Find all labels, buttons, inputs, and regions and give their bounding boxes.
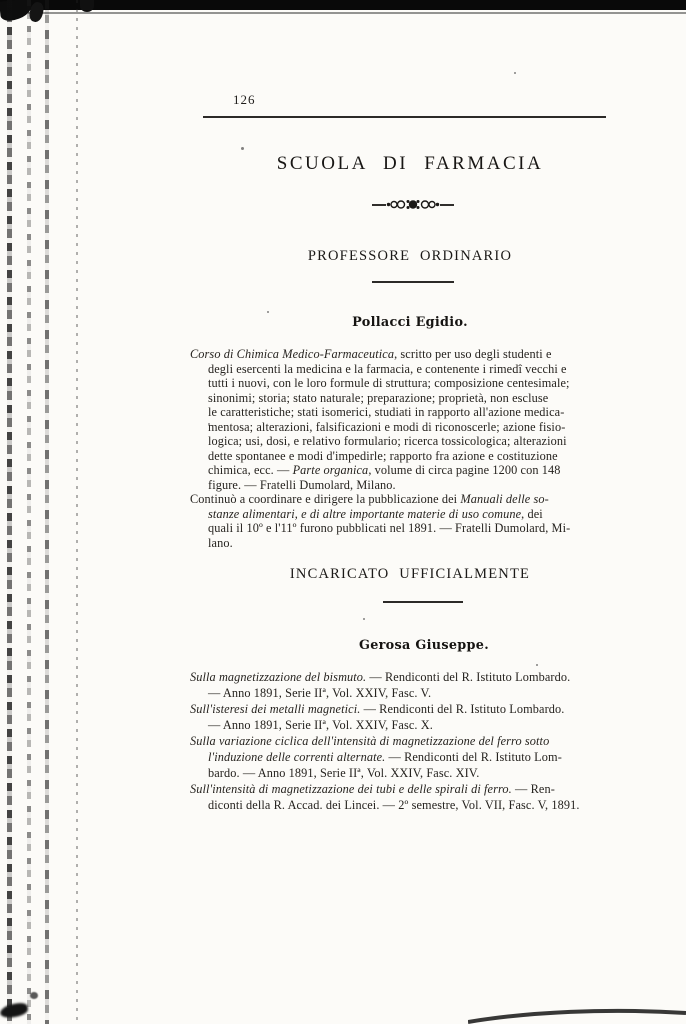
heading-rule xyxy=(372,281,454,283)
scan-speck xyxy=(514,72,516,74)
text-line: Sull'intensità di magnetizzazione dei tubi e delle spirali di ferro. — Ren- xyxy=(190,782,555,796)
text-line: tutti i nuovi, con le loro formule di struttura; composizione centesimale; xyxy=(208,376,570,390)
person-name-pollacci: Pollacci Egidio. xyxy=(352,315,468,330)
text-line: Sull'isteresi dei metalli magnetici. — Rendiconti del R. Istituto Lombardo. xyxy=(190,702,565,716)
page-number: 126 xyxy=(233,92,256,107)
scan-speck xyxy=(363,618,365,620)
scan-gutter-streak xyxy=(7,0,12,1024)
text-line: Corso di Chimica Medico-Farmaceutica, scritto per uso degli studenti e xyxy=(190,347,552,361)
text-line: chimica, ecc. — Parte organica, volume di circa pagine 1200 con 148 xyxy=(208,463,561,477)
scan-top-band xyxy=(0,0,686,10)
scan-gutter-streak xyxy=(45,0,49,1024)
text-line: figure. — Fratelli Dumolard, Milano. xyxy=(208,477,396,492)
heading-rule xyxy=(383,601,463,603)
floral-divider-icon xyxy=(371,197,455,212)
section-heading-professore-ordinario: PROFESSORE ORDINARIO xyxy=(307,248,513,264)
text-line: sinonimi; storia; stato naturale; preparazione; proprietà, non escluse xyxy=(208,390,549,405)
scan-speck xyxy=(267,311,269,313)
text-line: lano. xyxy=(208,535,233,550)
text-line: Sulla variazione ciclica dell'intensità di magnetizzazione del ferro sotto xyxy=(190,734,550,748)
scan-speck xyxy=(241,147,244,150)
page-title: SCUOLA DI FARMACIA xyxy=(276,153,544,174)
text-line: Continuò a coordinare e dirigere la pubblicazione dei Manuali delle so- xyxy=(190,492,549,506)
scan-gutter-streak xyxy=(27,0,31,1024)
text-line: le caratteristiche; stati isomerici, studiati in rapporto all'azione medica- xyxy=(208,405,565,419)
scan-smudge xyxy=(30,992,38,999)
person-name-gerosa: Gerosa Giuseppe. xyxy=(358,638,490,653)
scan-smudge xyxy=(0,1002,29,1020)
scan-gutter-streak xyxy=(76,0,78,1024)
publication-list-pollacci xyxy=(190,347,638,550)
text-line: stanze alimentari, e di altre importante materie di uso comune, dei xyxy=(208,506,543,521)
text-line: — Anno 1891, Serie IIª, Vol. XXIV, Fasc. V. xyxy=(208,686,432,700)
scan-ink-blob xyxy=(80,0,94,12)
text-line: dette spontanee e modi d'impedirle; rapporto fra azione e costituzione xyxy=(208,448,558,463)
publication-list-gerosa xyxy=(190,669,638,813)
text-line: diconti della R. Accad. dei Lincei. — 2º semestre, Vol. VII, Fasc. V, 1891. xyxy=(208,798,580,812)
scan-top-band-edge xyxy=(28,12,686,14)
section-heading-incaricato-ufficialmente: INCARICATO UFFICIALMENTE xyxy=(289,566,531,582)
text-line: bardo. — Anno 1891, Serie IIª, Vol. XXIV, Fasc. XIV. xyxy=(208,766,480,780)
text-line: l'induzione delle correnti alternate. — Rendiconti del R. Istituto Lom- xyxy=(208,750,562,764)
text-line: degli esercenti la medicina e la farmacia, e contenente i rimedî vecchi e xyxy=(208,361,567,376)
text-line: quali il 10º e l'11º furono pubblicati nel 1891. — Fratelli Dumolard, Mi- xyxy=(208,521,571,535)
text-line: Sulla magnetizzazione del bismuto. — Rendiconti del R. Istituto Lombardo. xyxy=(190,670,571,684)
page-curl-edge xyxy=(468,1000,686,1024)
text-line: logica; usi, dosi, e relativo formulario; ricerca tossicologica; alterazioni xyxy=(208,434,567,448)
header-rule xyxy=(203,116,606,118)
text-line: mentosa; alterazioni, falsificazioni e modi di riconoscerle; azione fisio- xyxy=(208,419,566,434)
text-line: — Anno 1891, Serie IIª, Vol. XXIV, Fasc. X. xyxy=(208,718,433,732)
scan-speck xyxy=(536,664,538,666)
